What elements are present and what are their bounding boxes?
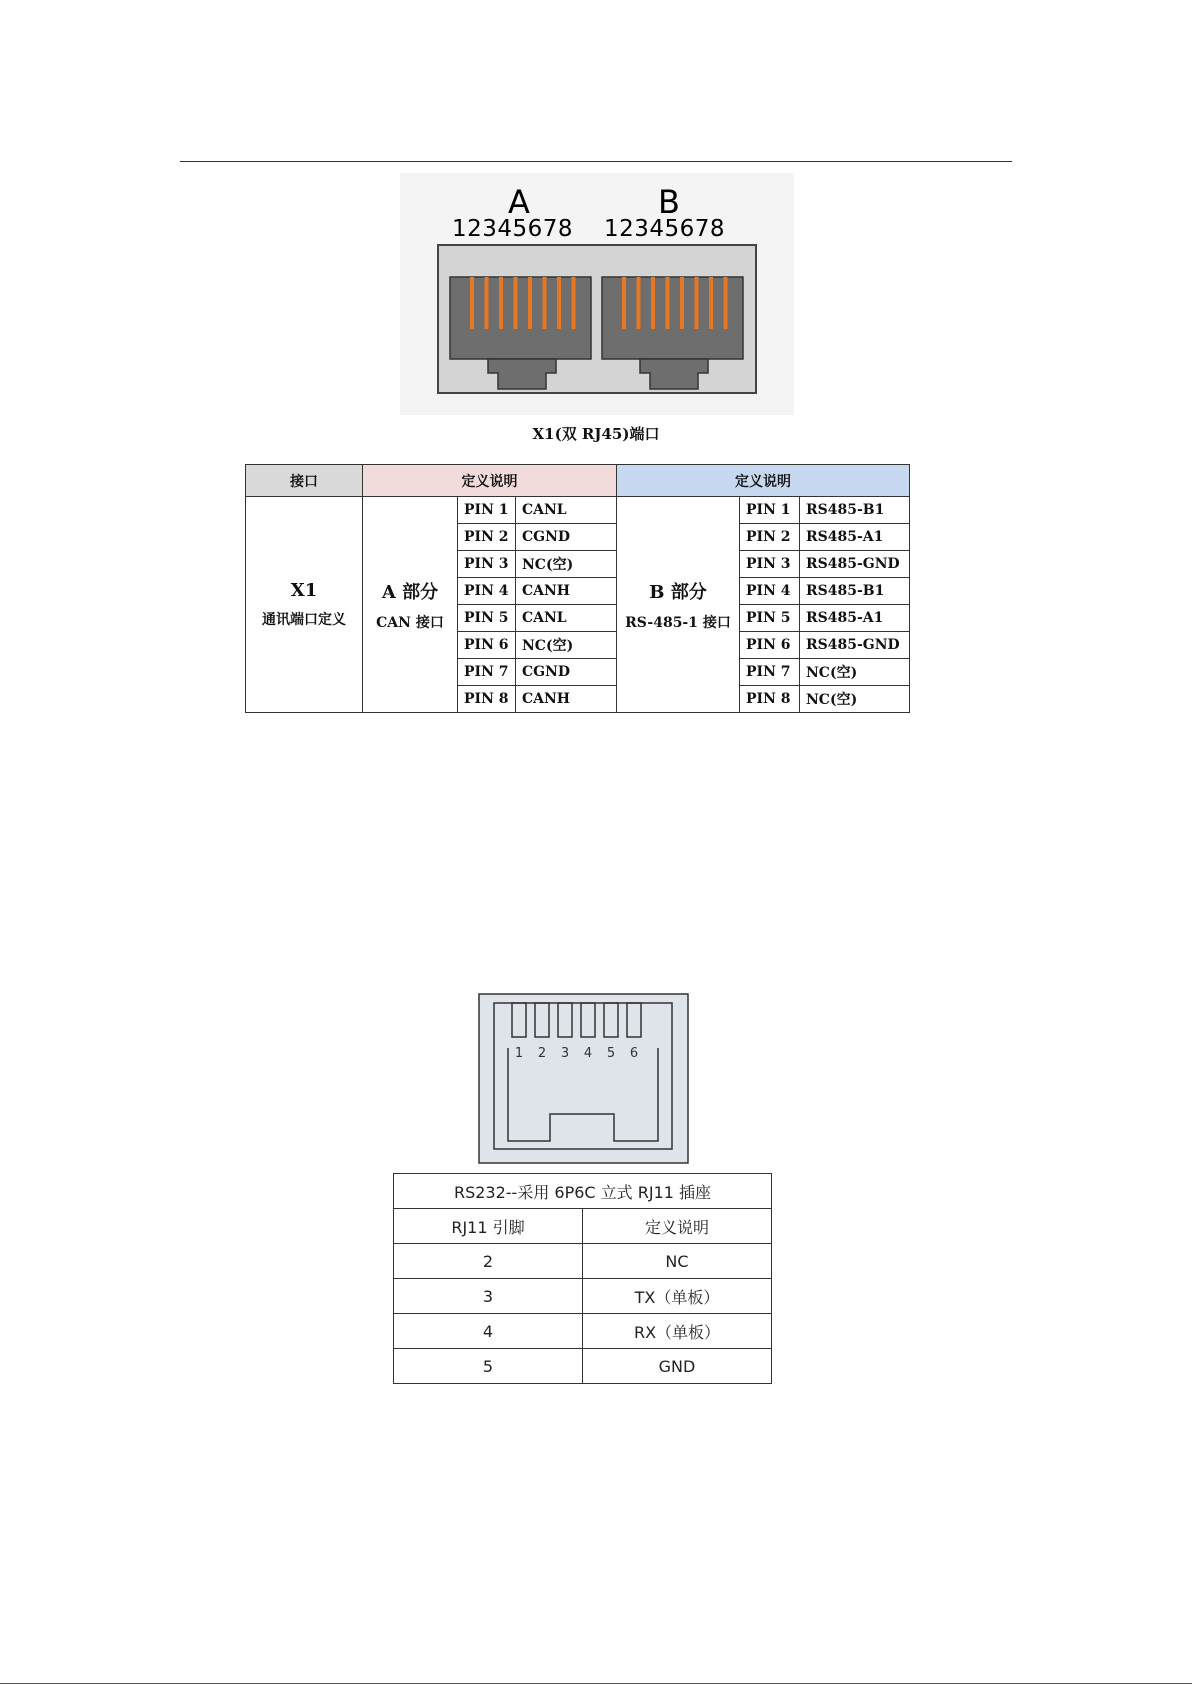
rj11-def-cell: TX（单板） — [583, 1279, 772, 1314]
rj45-dual-port-figure — [400, 173, 794, 415]
a-pin-cell: PIN 8 — [458, 686, 516, 713]
rj11-pin-table — [393, 1173, 772, 1384]
rj45-pin-contact — [651, 277, 655, 329]
a-pin-cell: PIN 5 — [458, 605, 516, 632]
port-b-label: B — [658, 183, 680, 221]
rj45-pin-contact — [666, 277, 670, 329]
header-rule — [180, 161, 1012, 162]
interface-cell — [246, 497, 363, 713]
rj11-def-cell: RX（单板） — [583, 1314, 772, 1349]
a-def-cell: CANH — [516, 578, 617, 605]
header-definition-a: 定义说明 — [363, 465, 617, 497]
rj11-col-pin-header: RJ11 引脚 — [394, 1209, 583, 1244]
b-pin-cell: PIN 2 — [740, 524, 800, 551]
rj11-pin-cell: 2 — [394, 1244, 583, 1279]
header-interface: 接口 — [246, 465, 363, 497]
port-a-pin-numbers: 12345678 — [452, 216, 574, 242]
a-pin-cell: PIN 3 — [458, 551, 516, 578]
rj11-pin-cell: 5 — [394, 1349, 583, 1384]
port-b-pin-numbers: 12345678 — [604, 216, 726, 242]
part-a-subtitle: CAN 接口 — [376, 614, 444, 631]
part-b-title: B 部分 — [649, 581, 707, 603]
rj45-pin-contact — [709, 277, 713, 329]
rj11-pin-number: 2 — [537, 1046, 547, 1061]
b-def-cell: NC(空) — [800, 659, 910, 686]
rj11-table-title: RS232--采用 6P6C 立式 RJ11 插座 — [394, 1174, 772, 1209]
table-row — [394, 1349, 772, 1384]
b-def-cell: RS485-A1 — [800, 605, 910, 632]
part-a-title: A 部分 — [381, 581, 439, 603]
part-a-cell — [363, 497, 458, 713]
b-def-cell: RS485-B1 — [800, 578, 910, 605]
rj11-pin-cell: 3 — [394, 1279, 583, 1314]
rj45-pin-contact — [485, 277, 489, 329]
part-b-subtitle: RS-485-1 接口 — [625, 614, 731, 631]
rj45-pin-contact — [499, 277, 503, 329]
rj11-def-cell: GND — [583, 1349, 772, 1384]
b-def-cell: RS485-GND — [800, 551, 910, 578]
rj45-pin-contact — [470, 277, 474, 329]
b-pin-cell: PIN 7 — [740, 659, 800, 686]
rj45-pin-contact — [514, 277, 518, 329]
b-def-cell: RS485-GND — [800, 632, 910, 659]
a-def-cell: NC(空) — [516, 632, 617, 659]
rj11-def-cell: NC — [583, 1244, 772, 1279]
a-pin-cell: PIN 4 — [458, 578, 516, 605]
header-definition-b: 定义说明 — [617, 465, 910, 497]
figure1-caption: X1(双 RJ45)端口 — [532, 425, 660, 443]
rj11-pin-cell: 4 — [394, 1314, 583, 1349]
b-def-cell: NC(空) — [800, 686, 910, 713]
a-pin-cell: PIN 6 — [458, 632, 516, 659]
b-pin-cell: PIN 8 — [740, 686, 800, 713]
b-pin-cell: PIN 5 — [740, 605, 800, 632]
rj11-pin-number: 6 — [629, 1046, 639, 1061]
rj45-pin-contact — [637, 277, 641, 329]
rj11-port-drawing — [478, 993, 689, 1164]
b-def-cell: RS485-B1 — [800, 497, 910, 524]
port-a-label: A — [508, 183, 530, 221]
table-row — [394, 1314, 772, 1349]
b-pin-cell: PIN 1 — [740, 497, 800, 524]
rj45-pin-contact — [622, 277, 626, 329]
table-row — [394, 1279, 772, 1314]
a-def-cell: CGND — [516, 659, 617, 686]
b-pin-cell: PIN 3 — [740, 551, 800, 578]
rj11-pin-number: 3 — [560, 1046, 570, 1061]
b-pin-cell: PIN 6 — [740, 632, 800, 659]
rj45-port-drawing — [400, 173, 794, 415]
interface-title: X1 — [290, 580, 318, 601]
a-def-cell: CANL — [516, 497, 617, 524]
rj11-pin-number: 4 — [583, 1046, 593, 1061]
table-row — [394, 1244, 772, 1279]
a-def-cell: CANL — [516, 605, 617, 632]
rj11-pin-number: 1 — [514, 1046, 524, 1061]
b-pin-cell: PIN 4 — [740, 578, 800, 605]
rj45-pin-contact — [557, 277, 561, 329]
a-pin-cell: PIN 1 — [458, 497, 516, 524]
rj45-pin-contact — [724, 277, 728, 329]
a-pin-cell: PIN 2 — [458, 524, 516, 551]
rj45-pin-contact — [695, 277, 699, 329]
part-b-cell — [617, 497, 740, 713]
footer-rule — [0, 1683, 1192, 1684]
rj11-pin-number: 5 — [606, 1046, 616, 1061]
x1-pin-table — [245, 464, 910, 713]
a-def-cell: CANH — [516, 686, 617, 713]
b-def-cell: RS485-A1 — [800, 524, 910, 551]
interface-subtitle: 通讯端口定义 — [262, 612, 346, 628]
rj45-pin-contact — [543, 277, 547, 329]
a-def-cell: NC(空) — [516, 551, 617, 578]
rj11-col-def-header: 定义说明 — [583, 1209, 772, 1244]
rj45-pin-contact — [680, 277, 684, 329]
a-def-cell: CGND — [516, 524, 617, 551]
rj11-port-figure — [478, 993, 689, 1164]
a-pin-cell: PIN 7 — [458, 659, 516, 686]
rj45-pin-contact — [528, 277, 532, 329]
rj45-pin-contact — [572, 277, 576, 329]
table-row — [246, 497, 910, 524]
